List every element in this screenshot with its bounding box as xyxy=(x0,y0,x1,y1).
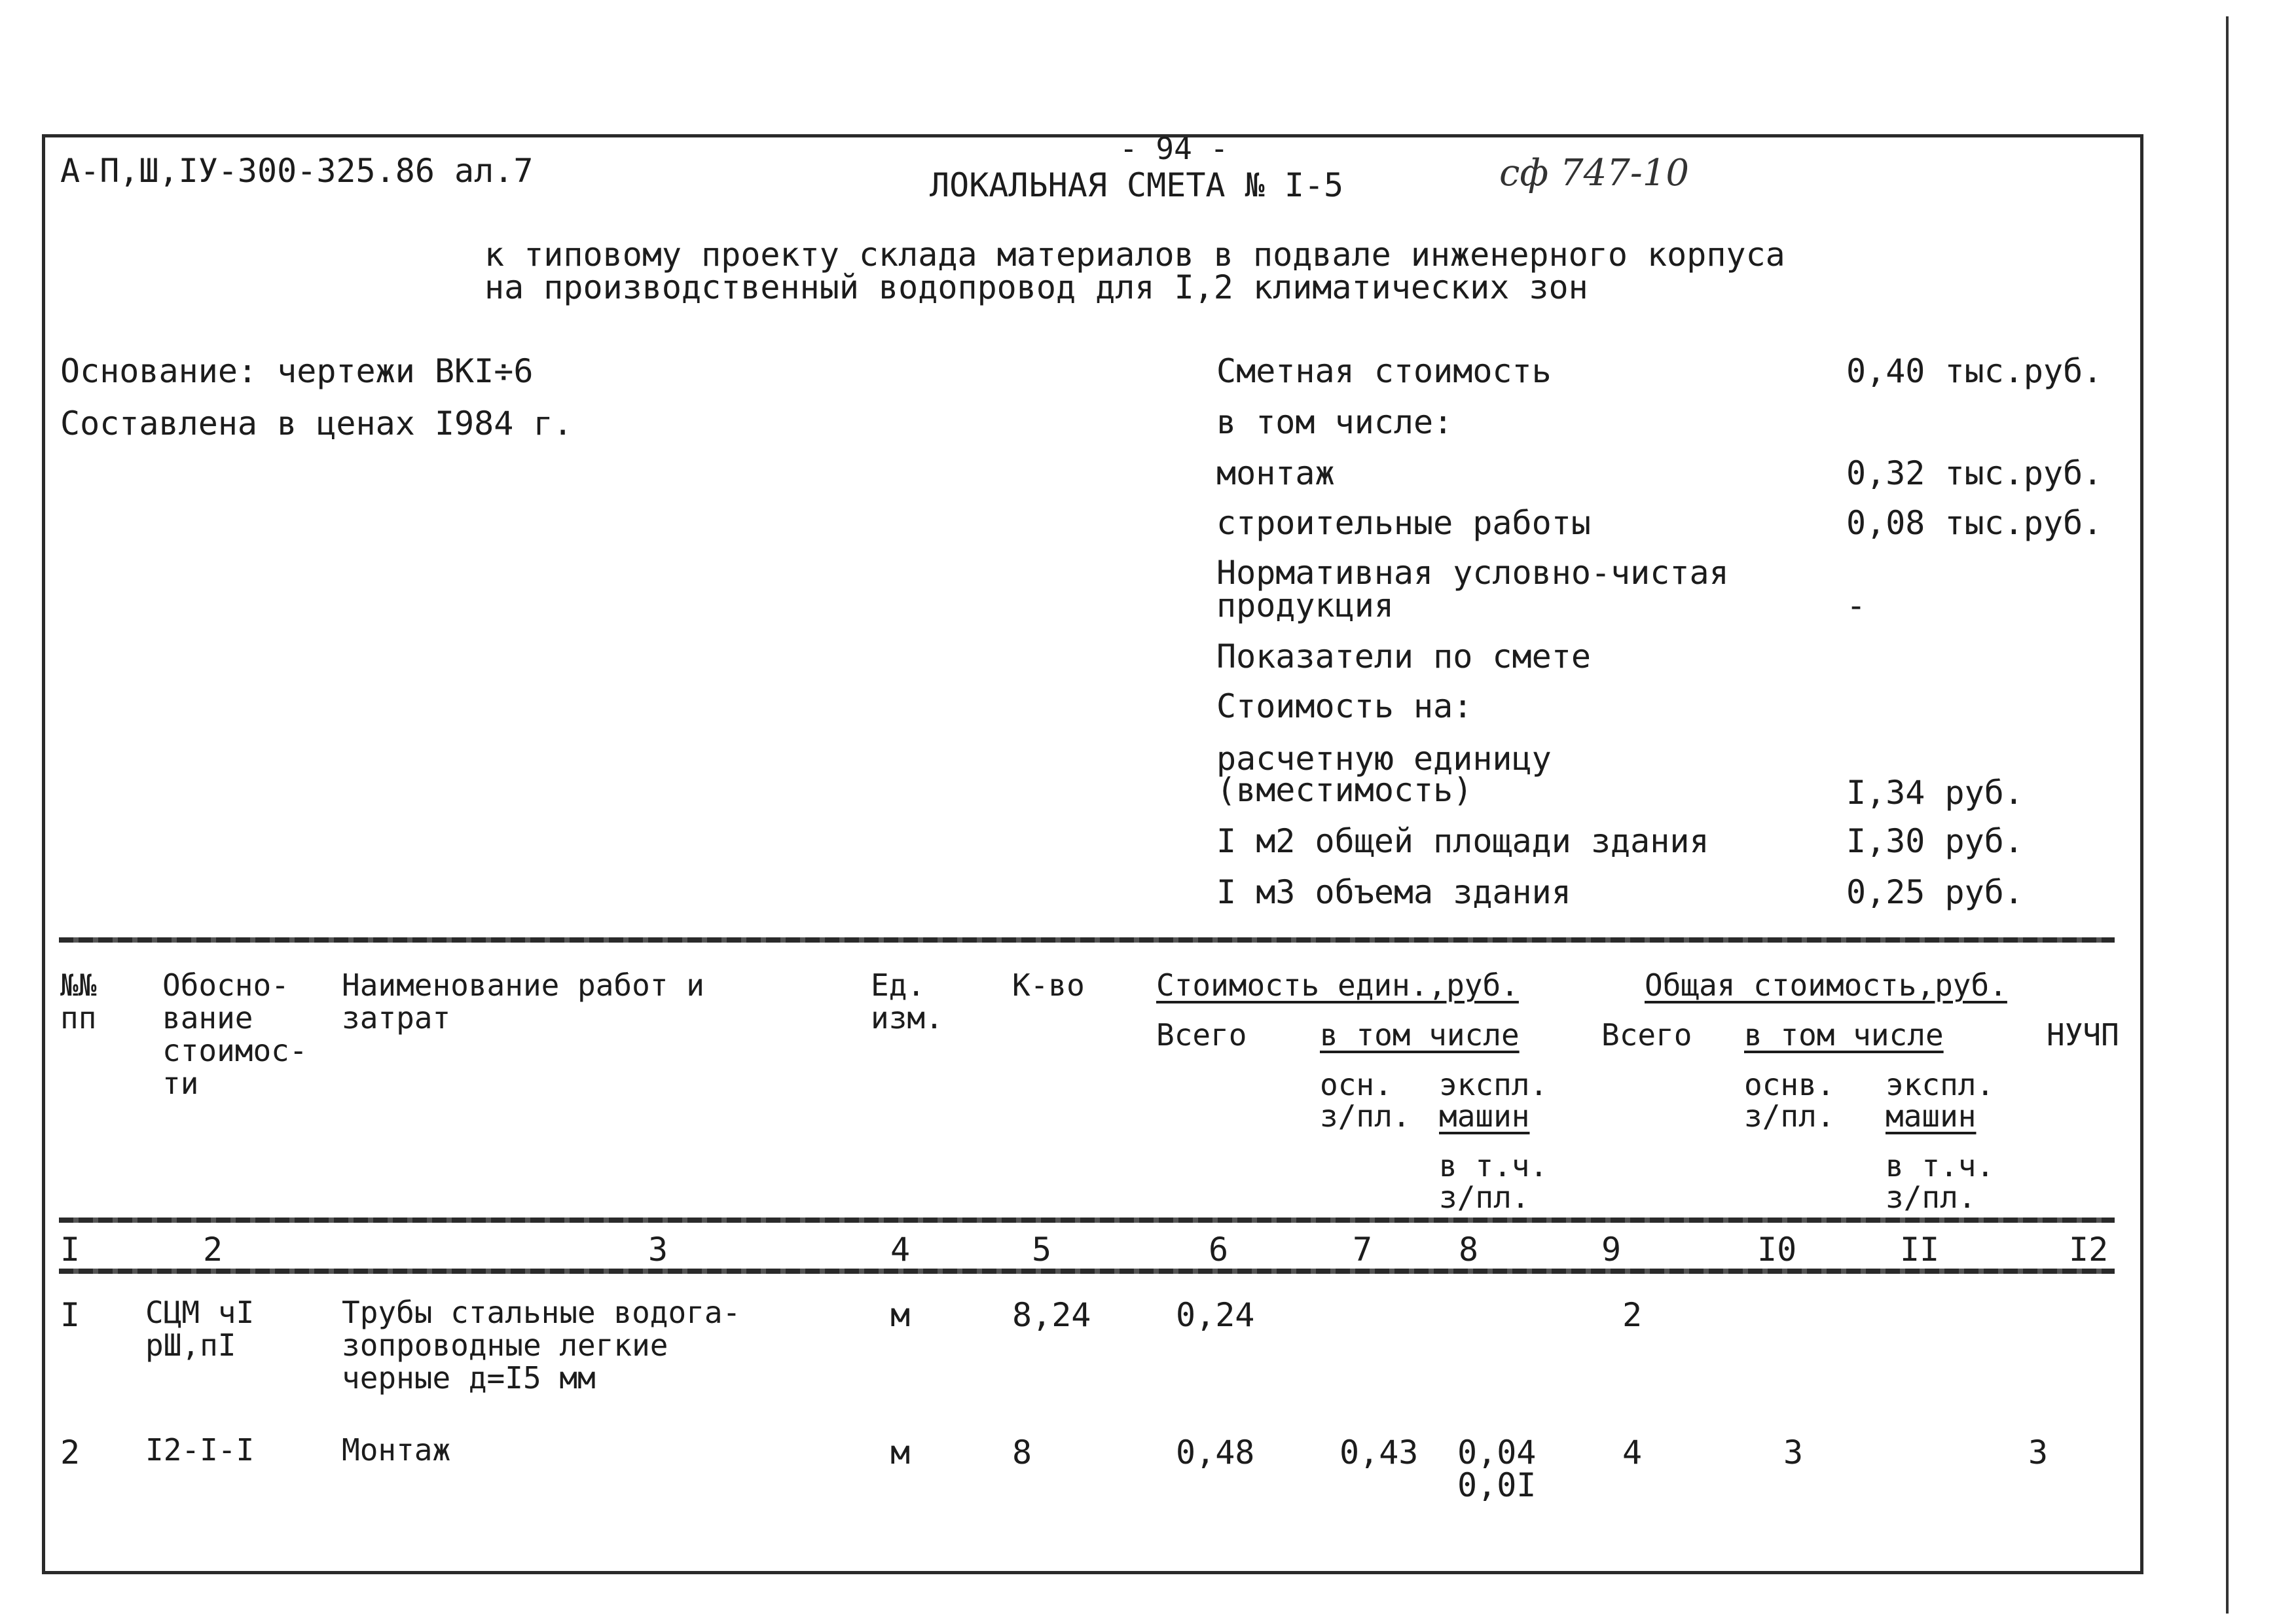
construction-label: строительные работы xyxy=(1216,504,1591,542)
row1-basis-1: СЦМ чI xyxy=(145,1295,255,1330)
header-unit-machine-2: машин xyxy=(1439,1098,1530,1134)
col-num-9: 9 xyxy=(1601,1231,1622,1269)
col-num-6: 6 xyxy=(1209,1231,1229,1269)
page-edge-line xyxy=(2226,16,2229,1614)
row2-nuchp: 3 xyxy=(2028,1434,2049,1471)
header-name-1: Наименование работ и xyxy=(342,967,704,1003)
header-total-incl-wage-1: в т.ч. xyxy=(1886,1148,1995,1183)
header-total-total: Всего xyxy=(1601,1017,1692,1053)
including-label: в том числе: xyxy=(1216,403,1453,441)
installation-label: монтаж xyxy=(1216,454,1335,492)
header-unit-total: Всего xyxy=(1156,1017,1247,1053)
col-num-1: I xyxy=(60,1231,81,1269)
col-num-10: I0 xyxy=(1757,1231,1797,1269)
row1-basis-2: рШ,пI xyxy=(145,1327,236,1363)
row1-unit: м xyxy=(890,1296,911,1334)
col-num-8: 8 xyxy=(1459,1231,1479,1269)
header-unit-wage-2: з/пл. xyxy=(1320,1098,1411,1134)
header-unit-incl-wage-1: в т.ч. xyxy=(1439,1148,1548,1183)
header-unit-2: изм. xyxy=(871,1000,943,1036)
col-num-5: 5 xyxy=(1032,1231,1052,1269)
header-name-2: затрат xyxy=(342,1000,451,1036)
col-num-4: 4 xyxy=(890,1231,911,1269)
header-bottom-rule xyxy=(59,1218,2115,1223)
col-num-11: II xyxy=(1900,1231,1940,1269)
header-total-incl-wage-2: з/пл. xyxy=(1886,1180,1977,1215)
row2-total: 4 xyxy=(1622,1434,1643,1471)
header-total-cost-group: Общая стоимость,руб. xyxy=(1645,967,2007,1003)
row2-qty: 8 xyxy=(1012,1434,1032,1471)
cost-per-label: Стоимость на: xyxy=(1216,687,1473,725)
handwritten-note: сф 747-10 xyxy=(1499,152,1690,194)
document-code: А-П,Ш,IУ-300-325.86 ал.7 xyxy=(60,152,534,190)
row1-name-1: Трубы стальные водога- xyxy=(342,1295,741,1330)
row1-name-2: зопроводные легкие xyxy=(342,1327,668,1363)
header-unit-incl-wage-2: з/пл. xyxy=(1439,1180,1530,1215)
row2-unit-machine: 0,04 xyxy=(1457,1434,1537,1471)
estimated-cost-label: Сметная стоимость xyxy=(1216,352,1552,390)
row2-unit-machine-wage: 0,0I xyxy=(1457,1466,1537,1504)
area-label: I м2 общей площади здания xyxy=(1216,822,1709,860)
row2-total-wage: 3 xyxy=(1783,1434,1804,1471)
header-nuchp: НУЧП xyxy=(2047,1017,2119,1053)
header-basis-2: вание xyxy=(162,1000,253,1036)
row2-unit-wage: 0,43 xyxy=(1339,1434,1419,1471)
subtitle-line-1: к типовому проекту склада материалов в подвале инженерного корпуса xyxy=(484,236,1785,274)
row1-qty: 8,24 xyxy=(1012,1296,1091,1334)
row1-unit-total: 0,24 xyxy=(1176,1296,1255,1334)
header-unit-cost-group: Стоимость един.,руб. xyxy=(1156,967,1519,1003)
header-basis-4: ти xyxy=(162,1066,199,1101)
basis-line-1: Основание: чертежи ВКI÷6 xyxy=(60,352,534,390)
installation-value: 0,32 тыс.руб. xyxy=(1846,454,2103,492)
col-num-2: 2 xyxy=(203,1231,223,1269)
header-total-incl: в том числе xyxy=(1744,1017,1944,1053)
area-value: I,30 руб. xyxy=(1846,822,2024,860)
header-unit-machine-1: экспл. xyxy=(1439,1067,1548,1102)
nuchp-label-1: Нормативная условно-чистая xyxy=(1216,554,1729,592)
col-num-3: 3 xyxy=(648,1231,668,1269)
table-top-rule xyxy=(59,937,2115,943)
basis-line-2: Составлена в ценах I984 г. xyxy=(60,405,573,442)
page-number: - 94 - xyxy=(1120,131,1229,166)
row2-unit: м xyxy=(890,1434,911,1471)
column-numbers-rule xyxy=(59,1269,2115,1274)
header-unit-wage-1: осн. xyxy=(1320,1067,1393,1102)
unit-label-1: расчетную единицу xyxy=(1216,740,1552,778)
unit-label-2: (вместимость) xyxy=(1216,771,1473,809)
row2-num: 2 xyxy=(60,1434,81,1471)
row2-unit-total: 0,48 xyxy=(1176,1434,1255,1471)
document-title: ЛОКАЛЬНАЯ СМЕТА № I-5 xyxy=(930,166,1344,204)
estimated-cost-value: 0,40 тыс.руб. xyxy=(1846,352,2103,390)
header-basis-1: Обосно- xyxy=(162,967,289,1003)
nuchp-label-2: продукция xyxy=(1216,586,1394,624)
header-total-wage-2: з/пл. xyxy=(1744,1098,1835,1134)
volume-label: I м3 объема здания xyxy=(1216,873,1571,911)
header-unit-1: Ед. xyxy=(871,967,926,1003)
nuchp-value: - xyxy=(1846,586,1867,624)
row1-name-3: черные д=I5 мм xyxy=(342,1360,596,1396)
header-total-machine-1: экспл. xyxy=(1886,1067,1995,1102)
row1-total: 2 xyxy=(1622,1296,1643,1334)
construction-value: 0,08 тыс.руб. xyxy=(1846,504,2103,542)
unit-value: I,34 руб. xyxy=(1846,774,2024,812)
header-total-machine-2: машин xyxy=(1886,1098,1977,1134)
volume-value: 0,25 руб. xyxy=(1846,873,2024,911)
header-basis-3: стоимос- xyxy=(162,1033,308,1068)
row1-num: I xyxy=(60,1296,81,1334)
row2-name-1: Монтаж xyxy=(342,1432,451,1468)
col-num-7: 7 xyxy=(1353,1231,1373,1269)
row2-basis-1: I2-I-I xyxy=(145,1432,255,1468)
col-num-12: I2 xyxy=(2069,1231,2109,1269)
indicators-label: Показатели по смете xyxy=(1216,638,1591,676)
header-num-2: пп xyxy=(60,1000,97,1036)
subtitle-line-2: на производственный водопровод для I,2 климатических зон xyxy=(484,268,1588,306)
header-total-wage-1: оснв. xyxy=(1744,1067,1835,1102)
header-unit-incl: в том числе xyxy=(1320,1017,1520,1053)
header-qty: К-во xyxy=(1012,967,1085,1003)
header-num-1: №№ xyxy=(60,967,97,1003)
